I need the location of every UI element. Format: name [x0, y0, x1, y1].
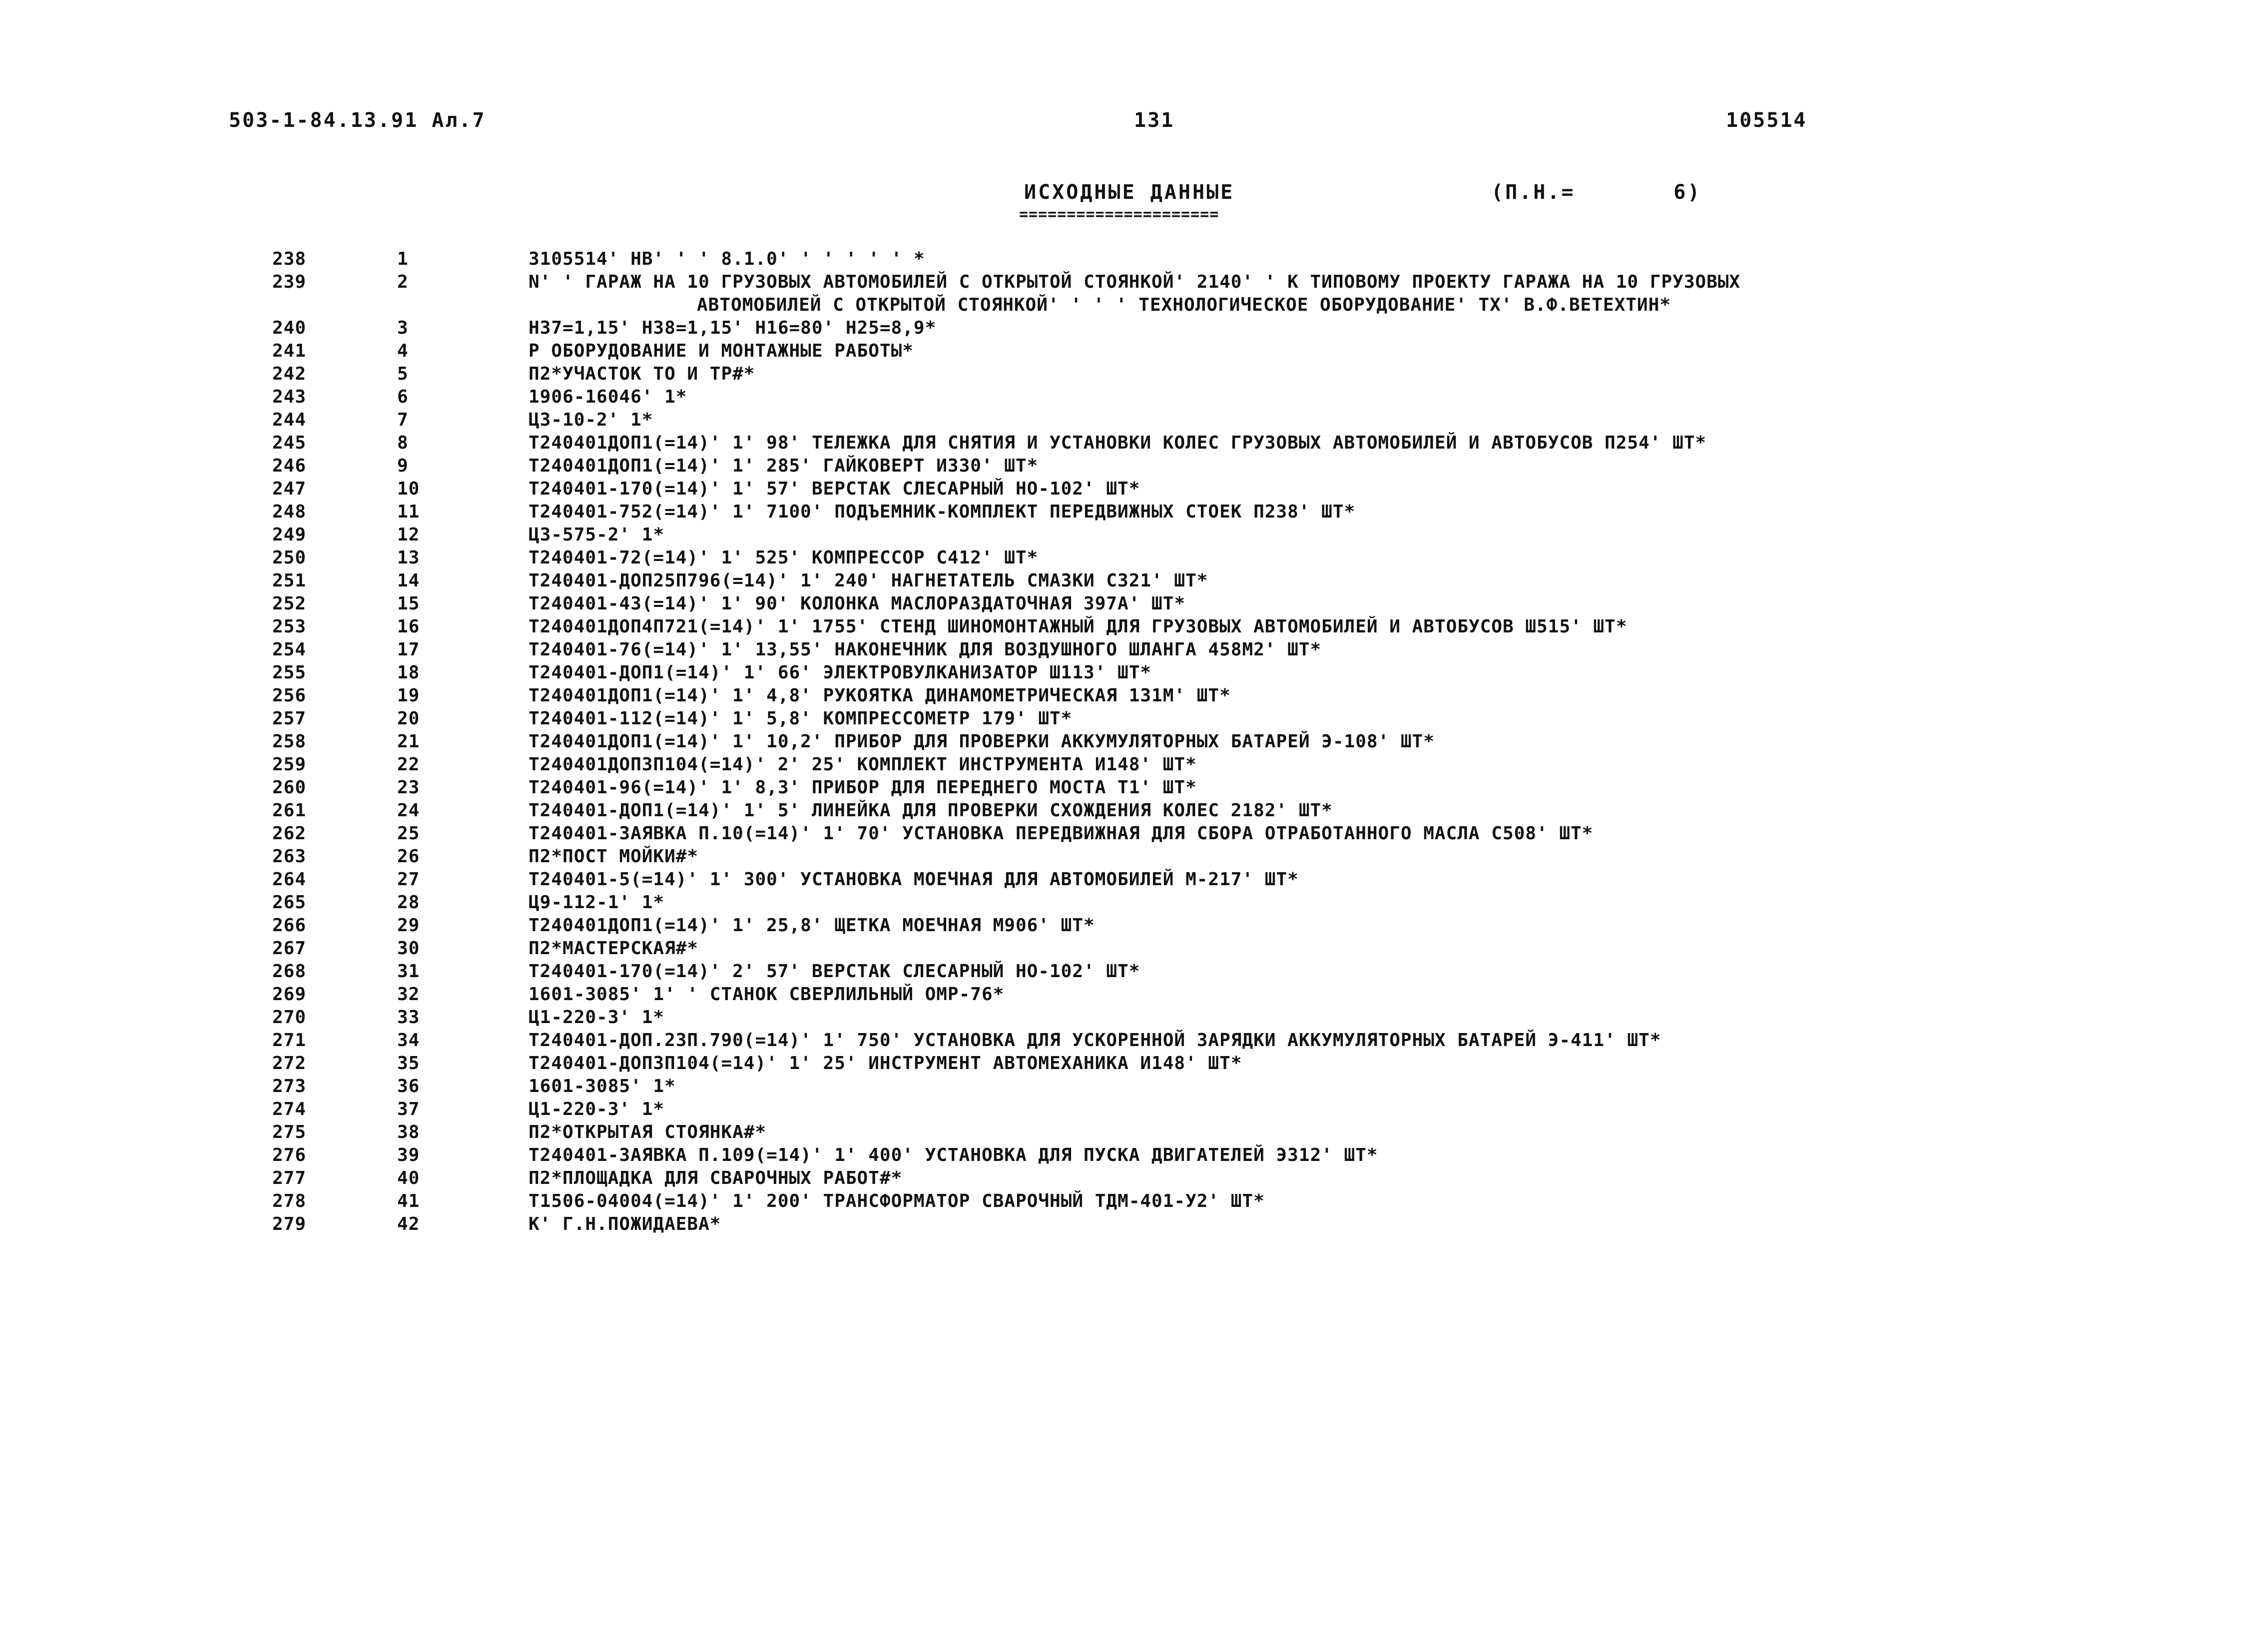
list-item	[0, 776, 2242, 799]
record-number: 40	[397, 1168, 420, 1188]
list-item	[0, 799, 2242, 822]
list-item	[0, 1121, 2242, 1144]
record-number: 25	[397, 823, 420, 844]
record-text: Ц1-220-3' 1*	[529, 1099, 665, 1119]
record-number: 2	[397, 272, 409, 292]
list-item	[0, 615, 2242, 638]
line-number: 276	[272, 1145, 307, 1165]
list-item	[0, 1213, 2242, 1236]
record-text: 3105514' НВ' ' ' 8.1.0' ' ' ' ' ' *	[529, 249, 925, 269]
record-number: 15	[397, 593, 420, 614]
record-number: 3	[397, 318, 409, 338]
list-item	[0, 547, 2242, 569]
record-number: 28	[397, 892, 420, 913]
list-item	[0, 845, 2242, 868]
line-number: 262	[272, 823, 307, 844]
line-number: 245	[272, 433, 307, 453]
list-item	[0, 363, 2242, 386]
record-number: 41	[397, 1191, 420, 1211]
record-number: 8	[397, 433, 409, 453]
record-text: П2*МАСТЕРСКАЯ#*	[529, 938, 699, 959]
record-number: 11	[397, 502, 420, 522]
record-number: 13	[397, 548, 420, 568]
document-code: 503-1-84.13.91 Ал.7	[229, 109, 486, 132]
record-number: 7	[397, 410, 409, 430]
record-text: Н37=1,15' Н38=1,15' Н16=80' Н25=8,9*	[529, 318, 937, 338]
record-text: Т240401-ЗАЯВКА П.109(=14)' 1' 400' УСТАНОВКА ДЛЯ ПУСКА ДВИГАТЕЛЕЙ Э312' ШТ*	[529, 1145, 1378, 1165]
record-number: 4	[397, 341, 409, 361]
line-number: 267	[272, 938, 307, 959]
line-number: 239	[272, 272, 307, 292]
list-item	[0, 340, 2242, 363]
record-number: 20	[397, 708, 420, 729]
list-item	[0, 432, 2242, 455]
list-item	[0, 707, 2242, 730]
record-text: Т240401ДОП1(=14)' 1' 10,2' ПРИБОР ДЛЯ ПРОВЕРКИ АККУМУЛЯТОРНЫХ БАТАРЕЙ Э-108' ШТ*	[529, 731, 1435, 752]
list-item	[0, 753, 2242, 776]
line-number: 238	[272, 249, 307, 269]
record-text-continuation: АВТОМОБИЛЕЙ С ОТКРЫТОЙ СТОЯНКОЙ' ' ' ' ТЕХНОЛОГИЧЕСКОЕ ОБОРУДОВАНИЕ' ТХ' В.Ф.ВЕТЕХТИН*	[697, 295, 1671, 315]
record-number: 34	[397, 1030, 420, 1051]
line-number: 256	[272, 685, 307, 706]
line-number: 260	[272, 777, 307, 798]
record-text: Ц1-220-3' 1*	[529, 1007, 665, 1028]
record-number: 12	[397, 525, 420, 545]
list-item	[0, 271, 2242, 317]
list-item	[0, 868, 2242, 891]
line-number: 261	[272, 800, 307, 821]
record-number: 17	[397, 639, 420, 660]
section-parameter: (П.Н.= 6)	[1491, 181, 1702, 204]
record-number: 36	[397, 1076, 420, 1097]
record-text: Т240401-72(=14)' 1' 525' КОМПРЕССОР С412' ШТ*	[529, 548, 1039, 568]
list-item	[0, 1075, 2242, 1098]
record-text: Т240401ДОП4П721(=14)' 1' 1755' СТЕНД ШИНОМОНТАЖНЫЙ ДЛЯ ГРУЗОВЫХ АВТОМОБИЛЕЙ И АВТОБУСОВ Ш515' ШТ*	[529, 616, 1628, 637]
record-number: 6	[397, 387, 409, 407]
line-number: 271	[272, 1030, 307, 1051]
section-title: ИСХОДНЫЕ ДАННЫЕ	[1024, 181, 1235, 204]
record-text: Т240401-ДОП1(=14)' 1' 5' ЛИНЕЙКА ДЛЯ ПРОВЕРКИ СХОЖДЕНИЯ КОЛЕС 2182' ШТ*	[529, 800, 1333, 821]
record-text: Т240401-43(=14)' 1' 90' КОЛОНКА МАСЛОРАЗДАТОЧНАЯ 397А' ШТ*	[529, 593, 1186, 614]
record-number: 19	[397, 685, 420, 706]
list-item	[0, 569, 2242, 592]
record-text: Т240401-ДОП3П104(=14)' 1' 25' ИНСТРУМЕНТ АВТОМЕХАНИКА И148' ШТ*	[529, 1053, 1242, 1074]
record-number: 16	[397, 616, 420, 637]
record-number: 21	[397, 731, 420, 752]
list-item	[0, 524, 2242, 547]
record-text: Т240401ДОП1(=14)' 1' 25,8' ЩЕТКА МОЕЧНАЯ М906' ШТ*	[529, 915, 1095, 936]
record-number: 14	[397, 570, 420, 591]
list-item	[0, 478, 2242, 501]
record-text: П2*УЧАСТОК ТО И ТР#*	[529, 364, 755, 384]
record-number: 31	[397, 961, 420, 982]
list-item	[0, 1144, 2242, 1167]
list-item	[0, 455, 2242, 478]
record-number: 38	[397, 1122, 420, 1142]
record-text: П2*ПОСТ МОЙКИ#*	[529, 846, 699, 867]
line-number: 244	[272, 410, 307, 430]
record-number: 42	[397, 1214, 420, 1234]
list-item	[0, 1006, 2242, 1029]
list-item	[0, 937, 2242, 960]
line-number: 275	[272, 1122, 307, 1142]
list-item	[0, 960, 2242, 983]
line-number: 242	[272, 364, 307, 384]
record-number: 33	[397, 1007, 420, 1028]
list-item	[0, 248, 2242, 271]
line-number: 255	[272, 662, 307, 683]
line-number: 240	[272, 318, 307, 338]
list-item	[0, 684, 2242, 707]
list-item	[0, 1167, 2242, 1190]
record-number: 1	[397, 249, 409, 269]
record-text: Т240401ДОП1(=14)' 1' 4,8' РУКОЯТКА ДИНАМОМЕТРИЧЕСКАЯ 131М' ШТ*	[529, 685, 1231, 706]
line-number: 252	[272, 593, 307, 614]
record-text: Т1506-04004(=14)' 1' 200' ТРАНСФОРМАТОР СВАРОЧНЫЙ ТДМ-401-У2' ШТ*	[529, 1191, 1265, 1211]
record-number: 9	[397, 456, 409, 476]
line-number: 279	[272, 1214, 307, 1234]
line-number: 247	[272, 479, 307, 499]
list-item	[0, 501, 2242, 524]
record-text: Ц3-10-2' 1*	[529, 410, 653, 430]
record-text: Ц9-112-1' 1*	[529, 892, 665, 913]
record-number: 37	[397, 1099, 420, 1119]
record-text: 1601-3085' 1' ' СТАНОК СВЕРЛИЛЬНЫЙ ОМР-76*	[529, 984, 1005, 1005]
list-item	[0, 638, 2242, 661]
record-number: 29	[397, 915, 420, 936]
line-number: 251	[272, 570, 307, 591]
list-item	[0, 1190, 2242, 1213]
line-number: 259	[272, 754, 307, 775]
list-item	[0, 1029, 2242, 1052]
record-text: К' Г.Н.ПОЖИДАЕВА*	[529, 1214, 721, 1234]
record-number: 23	[397, 777, 420, 798]
list-item	[0, 730, 2242, 753]
record-number: 39	[397, 1145, 420, 1165]
record-number: 27	[397, 869, 420, 890]
page-number: 131	[1134, 109, 1175, 132]
line-number: 243	[272, 387, 307, 407]
list-item	[0, 409, 2242, 432]
line-number: 254	[272, 639, 307, 660]
line-number: 274	[272, 1099, 307, 1119]
list-item	[0, 822, 2242, 845]
sheet-code: 105514	[1726, 109, 1807, 132]
line-number: 250	[272, 548, 307, 568]
line-number: 241	[272, 341, 307, 361]
list-item	[0, 386, 2242, 409]
line-number: 246	[272, 456, 307, 476]
record-text: Р ОБОРУДОВАНИЕ И МОНТАЖНЫЕ РАБОТЫ*	[529, 341, 914, 361]
record-number: 26	[397, 846, 420, 867]
line-number: 268	[272, 961, 307, 982]
record-text: Т240401-ДОП25П796(=14)' 1' 240' НАГНЕТАТЕЛЬ СМАЗКИ С321' ШТ*	[529, 570, 1208, 591]
record-number: 18	[397, 662, 420, 683]
line-number: 278	[272, 1191, 307, 1211]
line-number: 258	[272, 731, 307, 752]
record-number: 10	[397, 479, 420, 499]
title-underline: =====================	[1019, 206, 1219, 223]
record-text: Т240401-ДОП1(=14)' 1' 66' ЭЛЕКТРОВУЛКАНИЗАТОР Ш113' ШТ*	[529, 662, 1152, 683]
record-text: Т240401-76(=14)' 1' 13,55' НАКОНЕЧНИК ДЛЯ ВОЗДУШНОГО ШЛАНГА 458М2' ШТ*	[529, 639, 1322, 660]
record-text: 1601-3085' 1*	[529, 1076, 676, 1097]
record-number: 35	[397, 1053, 420, 1074]
line-number: 253	[272, 616, 307, 637]
line-number: 273	[272, 1076, 307, 1097]
list-item	[0, 914, 2242, 937]
data-listing	[0, 248, 2242, 1236]
record-text: Т240401ДОП1(=14)' 1' 285' ГАЙКОВЕРТ И330' ШТ*	[529, 456, 1039, 476]
line-number: 249	[272, 525, 307, 545]
list-item	[0, 983, 2242, 1006]
line-number: 270	[272, 1007, 307, 1028]
record-number: 5	[397, 364, 409, 384]
record-text: Т240401-112(=14)' 1' 5,8' КОМПРЕССОМЕТР 179' ШТ*	[529, 708, 1073, 729]
record-number: 30	[397, 938, 420, 959]
record-number: 22	[397, 754, 420, 775]
record-text: Т240401-96(=14)' 1' 8,3' ПРИБОР ДЛЯ ПЕРЕДНЕГО МОСТА Т1' ШТ*	[529, 777, 1197, 798]
line-number: 263	[272, 846, 307, 867]
record-text: Т240401-170(=14)' 2' 57' ВЕРСТАК СЛЕСАРНЫЙ НО-102' ШТ*	[529, 961, 1140, 982]
record-text: Т240401-752(=14)' 1' 7100' ПОДЪЕМНИК-КОМПЛЕКТ ПЕРЕДВИЖНЫХ СТОЕК П238' ШТ*	[529, 502, 1356, 522]
line-number: 266	[272, 915, 307, 936]
record-text: N' ' ГАРАЖ НА 10 ГРУЗОВЫХ АВТОМОБИЛЕЙ С ОТКРЫТОЙ СТОЯНКОЙ' 2140' ' К ТИПОВОМУ ПРОЕКТУ ГАРАЖА НА 10 ГРУЗОВЫХ	[529, 272, 1741, 292]
list-item	[0, 317, 2242, 340]
record-text: 1906-16046' 1*	[529, 387, 687, 407]
record-text: Т240401-5(=14)' 1' 300' УСТАНОВКА МОЕЧНАЯ ДЛЯ АВТОМОБИЛЕЙ М-217' ШТ*	[529, 869, 1299, 890]
line-number: 265	[272, 892, 307, 913]
record-text: Т240401-170(=14)' 1' 57' ВЕРСТАК СЛЕСАРНЫЙ НО-102' ШТ*	[529, 479, 1140, 499]
list-item	[0, 891, 2242, 914]
record-text: Т240401ДОП3П104(=14)' 2' 25' КОМПЛЕКТ ИНСТРУМЕНТА И148' ШТ*	[529, 754, 1197, 775]
record-text: Т240401ДОП1(=14)' 1' 98' ТЕЛЕЖКА ДЛЯ СНЯТИЯ И УСТАНОВКИ КОЛЕС ГРУЗОВЫХ АВТОМОБИЛЕЙ И АВТОБУСОВ П254' ШТ*	[529, 433, 1707, 453]
record-number: 32	[397, 984, 420, 1005]
list-item	[0, 661, 2242, 684]
list-item	[0, 592, 2242, 615]
record-text: Т240401-ДОП.23П.790(=14)' 1' 750' УСТАНОВКА ДЛЯ УСКОРЕННОЙ ЗАРЯДКИ АККУМУЛЯТОРНЫХ БАТАРЕЙ Э-411' ШТ*	[529, 1030, 1662, 1051]
line-number: 264	[272, 869, 307, 890]
record-number: 24	[397, 800, 420, 821]
list-item	[0, 1052, 2242, 1075]
line-number: 269	[272, 984, 307, 1005]
line-number: 248	[272, 502, 307, 522]
record-text: Ц3-575-2' 1*	[529, 525, 665, 545]
line-number: 277	[272, 1168, 307, 1188]
line-number: 272	[272, 1053, 307, 1074]
record-text: П2*ОТКРЫТАЯ СТОЯНКА#*	[529, 1122, 767, 1142]
record-text: Т240401-ЗАЯВКА П.10(=14)' 1' 70' УСТАНОВКА ПЕРЕДВИЖНАЯ ДЛЯ СБОРА ОТРАБОТАННОГО МАСЛА С508' ШТ*	[529, 823, 1594, 844]
list-item	[0, 1098, 2242, 1121]
record-text: П2*ПЛОЩАДКА ДЛЯ СВАРОЧНЫХ РАБОТ#*	[529, 1168, 903, 1188]
line-number: 257	[272, 708, 307, 729]
